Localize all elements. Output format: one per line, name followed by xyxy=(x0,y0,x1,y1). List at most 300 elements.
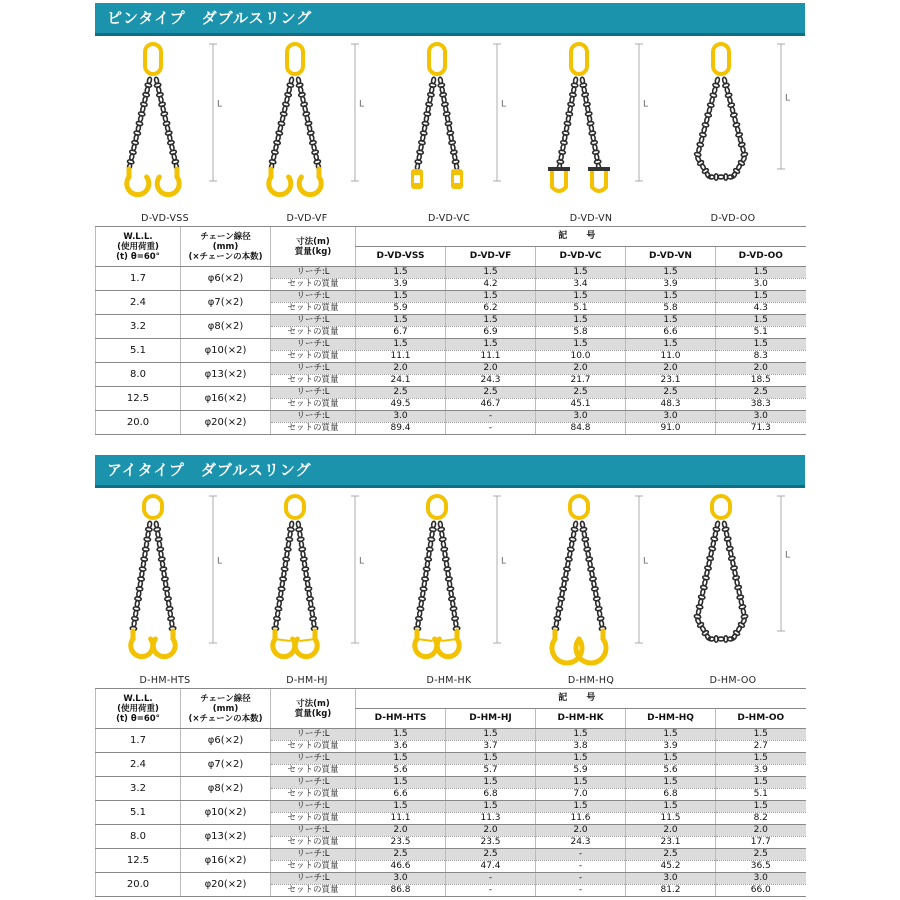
reach-value: 2.0 xyxy=(356,363,446,375)
reach-label: リーチ:L xyxy=(271,825,356,837)
spec-table xyxy=(95,688,806,897)
mass-value: - xyxy=(536,861,626,873)
reach-value: 2.5 xyxy=(626,387,716,399)
mass-value: 3.4 xyxy=(536,279,626,291)
product-label: D-VD-VSS xyxy=(141,213,189,224)
reach-value: 3.0 xyxy=(626,411,716,423)
mass-value: 3.7 xyxy=(446,741,536,753)
reach-value: 2.5 xyxy=(446,849,536,861)
product-label: D-HM-OO xyxy=(709,675,757,686)
mass-value: 23.5 xyxy=(446,837,536,849)
mass-value: 49.5 xyxy=(356,399,446,411)
reach-value: 1.5 xyxy=(536,291,626,303)
dimension-label: L xyxy=(643,556,649,567)
chain-diameter-cell: φ13(×2) xyxy=(181,363,271,387)
reach-value: 1.5 xyxy=(716,315,806,327)
code-header: 記 号 xyxy=(356,689,806,709)
wll-header: W.L.L. (使用荷重) (t) θ=60° xyxy=(96,689,181,729)
wll-cell: 20.0 xyxy=(96,873,181,897)
table-row xyxy=(96,849,806,861)
table-row xyxy=(96,315,806,327)
table-row xyxy=(96,777,806,789)
chain-diameter-cell: φ7(×2) xyxy=(181,753,271,777)
mass-value: 5.1 xyxy=(536,303,626,315)
dimension-label: L xyxy=(501,99,507,110)
mass-label: セットの質量 xyxy=(271,399,356,411)
mass-value: 5.9 xyxy=(356,303,446,315)
mass-value: 11.1 xyxy=(356,351,446,363)
model-header: D-HM-HK xyxy=(536,709,626,729)
reach-value: 1.5 xyxy=(446,753,536,765)
product-label: D-VD-VN xyxy=(569,213,613,224)
hook xyxy=(127,169,149,195)
master-link xyxy=(429,44,445,74)
hook xyxy=(269,169,291,195)
model-header: D-HM-HQ xyxy=(626,709,716,729)
master-link xyxy=(712,496,730,518)
dimension-label: L xyxy=(501,556,507,567)
mass-value: 5.9 xyxy=(536,765,626,777)
reach-value: 2.0 xyxy=(536,363,626,375)
mass-value: 3.6 xyxy=(356,741,446,753)
reach-value: - xyxy=(536,873,626,885)
reach-value: 1.5 xyxy=(446,777,536,789)
reach-value: 2.0 xyxy=(356,825,446,837)
wll-cell: 3.2 xyxy=(96,777,181,801)
reach-value: 2.0 xyxy=(536,825,626,837)
chain-diameter-cell: φ16(×2) xyxy=(181,387,271,411)
mass-value: 18.5 xyxy=(716,375,806,387)
reach-label: リーチ:L xyxy=(271,411,356,423)
chain-diameter-cell: φ6(×2) xyxy=(181,267,271,291)
reach-value: 2.5 xyxy=(626,849,716,861)
table-row xyxy=(96,387,806,399)
reach-label: リーチ:L xyxy=(271,753,356,765)
mass-value: 5.8 xyxy=(536,327,626,339)
wll-cell: 8.0 xyxy=(96,825,181,849)
mass-value: 11.1 xyxy=(356,813,446,825)
reach-label: リーチ:L xyxy=(271,801,356,813)
reach-value: 2.5 xyxy=(356,387,446,399)
model-header: D-VD-VF xyxy=(446,247,536,267)
reach-label: リーチ:L xyxy=(271,777,356,789)
reach-label: リーチ:L xyxy=(271,315,356,327)
mass-label: セットの質量 xyxy=(271,423,356,435)
master-link xyxy=(286,496,304,518)
mass-value: 6.6 xyxy=(626,327,716,339)
reach-value: - xyxy=(536,849,626,861)
reach-value: 1.5 xyxy=(626,753,716,765)
model-header: D-VD-VC xyxy=(536,247,626,267)
double-sling-hm-oo-icon xyxy=(663,488,803,673)
model-header: D-VD-OO xyxy=(716,247,806,267)
master-link xyxy=(144,496,162,518)
mass-value: 5.6 xyxy=(356,765,446,777)
mass-label: セットの質量 xyxy=(271,279,356,291)
table-row xyxy=(96,825,806,837)
reach-value: 1.5 xyxy=(716,777,806,789)
dimension-label: L xyxy=(643,99,649,110)
mass-value: 86.8 xyxy=(356,885,446,897)
wll-cell: 20.0 xyxy=(96,411,181,435)
mass-value: 6.8 xyxy=(626,789,716,801)
mass-value: 6.7 xyxy=(356,327,446,339)
product-d-vd-oo xyxy=(663,36,803,226)
model-header: D-HM-OO xyxy=(716,709,806,729)
reach-value: 3.0 xyxy=(716,411,806,423)
chain-diameter-cell: φ8(×2) xyxy=(181,777,271,801)
reach-value: 3.0 xyxy=(536,411,626,423)
reach-value: 1.5 xyxy=(446,729,536,741)
reach-value: 1.5 xyxy=(536,801,626,813)
mass-value: 46.7 xyxy=(446,399,536,411)
hook-latch xyxy=(275,639,290,641)
reach-value: 2.5 xyxy=(356,849,446,861)
reach-value: 1.5 xyxy=(716,339,806,351)
reach-value: 1.5 xyxy=(356,291,446,303)
product-images xyxy=(95,488,805,688)
mass-value: 23.1 xyxy=(626,837,716,849)
mass-value: 17.7 xyxy=(716,837,806,849)
mass-value: 4.3 xyxy=(716,303,806,315)
table-row xyxy=(96,729,806,741)
mass-label: セットの質量 xyxy=(271,789,356,801)
reach-value: 1.5 xyxy=(626,729,716,741)
product-label: D-HM-HQ xyxy=(567,675,615,686)
reach-label: リーチ:L xyxy=(271,267,356,279)
mass-value: 11.1 xyxy=(446,351,536,363)
product-d-vd-vss xyxy=(95,36,235,226)
reach-value: 1.5 xyxy=(536,729,626,741)
master-link xyxy=(571,44,587,74)
mass-value: 10.0 xyxy=(536,351,626,363)
wll-cell: 2.4 xyxy=(96,291,181,315)
reach-label: リーチ:L xyxy=(271,873,356,885)
mass-value: 7.0 xyxy=(536,789,626,801)
master-link xyxy=(428,496,446,518)
product-label: D-VD-OO xyxy=(710,213,756,224)
product-d-hm-hq xyxy=(521,488,661,688)
mass-value: 89.4 xyxy=(356,423,446,435)
reach-value: 2.5 xyxy=(446,387,536,399)
dimension-header: 寸法(m) 質量(kg) xyxy=(271,227,356,267)
clevis-gap xyxy=(414,175,420,183)
reach-value: 1.5 xyxy=(626,801,716,813)
mass-value: 71.3 xyxy=(716,423,806,435)
mass-value: 11.0 xyxy=(626,351,716,363)
reach-value: 1.5 xyxy=(626,291,716,303)
dimension-label: L xyxy=(359,556,365,567)
reach-value: 1.5 xyxy=(356,777,446,789)
dimension-label: L xyxy=(785,93,791,104)
product-label: D-HM-HTS xyxy=(139,675,191,686)
reach-value: 1.5 xyxy=(536,753,626,765)
reach-value: 1.5 xyxy=(536,315,626,327)
chain-diameter-cell: φ10(×2) xyxy=(181,801,271,825)
dimension-label: L xyxy=(217,99,223,110)
table-row xyxy=(96,291,806,303)
mass-label: セットの質量 xyxy=(271,861,356,873)
shackle-pin xyxy=(588,167,610,171)
section-title: アイタイプ ダブルスリング xyxy=(95,455,805,488)
reach-value: 2.0 xyxy=(446,825,536,837)
double-sling-hk-icon xyxy=(379,488,519,673)
chain-diameter-header: チェーン線径 (mm) (×チェーンの本数) xyxy=(181,227,271,267)
dimension-label: L xyxy=(217,556,223,567)
mass-label: セットの質量 xyxy=(271,741,356,753)
mass-value: 6.2 xyxy=(446,303,536,315)
reach-value: 1.5 xyxy=(716,753,806,765)
mass-label: セットの質量 xyxy=(271,885,356,897)
reach-value: 1.5 xyxy=(626,777,716,789)
hook xyxy=(437,631,459,657)
mass-value: 11.5 xyxy=(626,813,716,825)
mass-label: セットの質量 xyxy=(271,375,356,387)
hook-latch xyxy=(442,639,457,641)
reach-value: 1.5 xyxy=(356,339,446,351)
wll-cell: 1.7 xyxy=(96,267,181,291)
mass-value: 3.8 xyxy=(536,741,626,753)
mass-value: 81.2 xyxy=(626,885,716,897)
mass-value: 45.2 xyxy=(626,861,716,873)
reach-value: 1.5 xyxy=(716,291,806,303)
reach-value: 2.5 xyxy=(716,387,806,399)
reach-value: 1.5 xyxy=(716,729,806,741)
double-sling-hj-icon xyxy=(237,488,377,673)
mass-value: 3.0 xyxy=(716,279,806,291)
eye-type-section xyxy=(95,455,805,897)
reach-label: リーチ:L xyxy=(271,387,356,399)
code-header: 記 号 xyxy=(356,227,806,247)
product-d-hm-hj xyxy=(237,488,377,688)
hook xyxy=(415,631,437,657)
product-d-hm-hk xyxy=(379,488,519,688)
reach-label: リーチ:L xyxy=(271,729,356,741)
reach-value: 1.5 xyxy=(536,777,626,789)
wll-cell: 12.5 xyxy=(96,387,181,411)
mass-value: 2.7 xyxy=(716,741,806,753)
reach-label: リーチ:L xyxy=(271,849,356,861)
chain-diameter-cell: φ7(×2) xyxy=(181,291,271,315)
reach-value: 3.0 xyxy=(356,411,446,423)
hook xyxy=(299,169,321,195)
mass-value: 5.1 xyxy=(716,789,806,801)
chain-diameter-cell: φ10(×2) xyxy=(181,339,271,363)
model-header: D-VD-VSS xyxy=(356,247,446,267)
wll-cell: 1.7 xyxy=(96,729,181,753)
wll-header: W.L.L. (使用荷重) (t) θ=60° xyxy=(96,227,181,267)
master-link xyxy=(570,496,588,518)
reach-value: 2.0 xyxy=(446,363,536,375)
dimension-label: L xyxy=(785,550,791,561)
mass-label: セットの質量 xyxy=(271,351,356,363)
wll-cell: 12.5 xyxy=(96,849,181,873)
mass-label: セットの質量 xyxy=(271,837,356,849)
mass-value: 11.6 xyxy=(536,813,626,825)
mass-value: 8.2 xyxy=(716,813,806,825)
table-row xyxy=(96,363,806,375)
reach-value: 1.5 xyxy=(446,291,536,303)
mass-label: セットの質量 xyxy=(271,765,356,777)
hook-latch xyxy=(300,639,315,641)
reach-value: 1.5 xyxy=(356,801,446,813)
reach-value: 2.0 xyxy=(626,825,716,837)
shackle-pin xyxy=(548,167,570,171)
model-header: D-HM-HTS xyxy=(356,709,446,729)
chain-diameter-cell: φ8(×2) xyxy=(181,315,271,339)
section-title: ピンタイプ ダブルスリング xyxy=(95,3,805,36)
reach-value: 1.5 xyxy=(446,267,536,279)
table-row xyxy=(96,339,806,351)
chain-diameter-cell: φ16(×2) xyxy=(181,849,271,873)
hook xyxy=(131,631,153,657)
product-d-vd-vc xyxy=(379,36,519,226)
spec-table xyxy=(95,226,806,435)
reach-value: 2.5 xyxy=(536,387,626,399)
double-sling-hq-icon xyxy=(521,488,661,673)
reach-label: リーチ:L xyxy=(271,339,356,351)
mass-value: - xyxy=(446,423,536,435)
product-d-hm-hts xyxy=(95,488,235,688)
reach-value: 1.5 xyxy=(446,801,536,813)
reach-value: 1.5 xyxy=(356,729,446,741)
mass-value: 48.3 xyxy=(626,399,716,411)
mass-value: 45.1 xyxy=(536,399,626,411)
mass-value: 4.2 xyxy=(446,279,536,291)
reach-value: 1.5 xyxy=(356,267,446,279)
wll-cell: 3.2 xyxy=(96,315,181,339)
chain-diameter-cell: φ6(×2) xyxy=(181,729,271,753)
mass-value: 3.9 xyxy=(626,741,716,753)
hook xyxy=(153,631,175,657)
mass-value: 47.4 xyxy=(446,861,536,873)
double-sling-vc-icon xyxy=(379,36,519,211)
hook xyxy=(273,631,295,657)
dimension-label: L xyxy=(359,99,365,110)
mass-value: - xyxy=(536,885,626,897)
mass-value: 46.6 xyxy=(356,861,446,873)
hook xyxy=(295,631,317,657)
mass-label: セットの質量 xyxy=(271,303,356,315)
mass-value: 11.3 xyxy=(446,813,536,825)
table-row xyxy=(96,267,806,279)
dimension-header: 寸法(m) 質量(kg) xyxy=(271,689,356,729)
table-row xyxy=(96,801,806,813)
product-d-hm-oo xyxy=(663,488,803,688)
reach-value: - xyxy=(446,411,536,423)
mass-value: 5.6 xyxy=(626,765,716,777)
reach-value: 1.5 xyxy=(626,339,716,351)
mass-value: 6.8 xyxy=(446,789,536,801)
double-sling-vss-icon xyxy=(95,36,235,211)
master-link xyxy=(145,44,161,74)
mass-value: 24.1 xyxy=(356,375,446,387)
master-link xyxy=(713,44,729,74)
chain-diameter-cell: φ13(×2) xyxy=(181,825,271,849)
reach-value: 2.0 xyxy=(626,363,716,375)
mass-value: 36.5 xyxy=(716,861,806,873)
reach-value: 1.5 xyxy=(626,267,716,279)
wll-cell: 2.4 xyxy=(96,753,181,777)
model-header: D-HM-HJ xyxy=(446,709,536,729)
reach-value: 1.5 xyxy=(536,339,626,351)
mass-label: セットの質量 xyxy=(271,813,356,825)
reach-value: 3.0 xyxy=(356,873,446,885)
reach-value: 1.5 xyxy=(446,315,536,327)
mass-value: 5.7 xyxy=(446,765,536,777)
mass-value: 5.8 xyxy=(626,303,716,315)
reach-value: 2.0 xyxy=(716,825,806,837)
reach-value: 1.5 xyxy=(716,801,806,813)
product-label: D-HM-HJ xyxy=(286,675,328,686)
clevis-gap xyxy=(454,175,460,183)
hook xyxy=(157,169,179,195)
double-sling-vf-icon xyxy=(237,36,377,211)
mass-value: 23.5 xyxy=(356,837,446,849)
master-link xyxy=(287,44,303,74)
reach-value: 1.5 xyxy=(626,315,716,327)
table-row xyxy=(96,873,806,885)
mass-value: 3.9 xyxy=(716,765,806,777)
mass-value: 3.9 xyxy=(626,279,716,291)
wll-cell: 8.0 xyxy=(96,363,181,387)
reach-label: リーチ:L xyxy=(271,363,356,375)
shackle xyxy=(552,169,566,191)
table-row xyxy=(96,411,806,423)
model-header: D-VD-VN xyxy=(626,247,716,267)
double-sling-oo-icon xyxy=(663,36,803,211)
reach-value: 1.5 xyxy=(446,339,536,351)
chain-diameter-header: チェーン線径 (mm) (×チェーンの本数) xyxy=(181,689,271,729)
hook-latch xyxy=(417,639,432,641)
mass-value: 84.8 xyxy=(536,423,626,435)
mass-label: セットの質量 xyxy=(271,327,356,339)
wll-cell: 5.1 xyxy=(96,339,181,363)
product-images xyxy=(95,36,805,226)
reach-value: 1.5 xyxy=(356,753,446,765)
product-d-vd-vn xyxy=(521,36,661,226)
reach-value: 3.0 xyxy=(716,873,806,885)
mass-value: 5.1 xyxy=(716,327,806,339)
pin-type-section xyxy=(95,3,805,435)
mass-value: 24.3 xyxy=(536,837,626,849)
mass-value: 24.3 xyxy=(446,375,536,387)
product-label: D-VD-VC xyxy=(427,213,471,224)
reach-value: 2.0 xyxy=(716,363,806,375)
product-label: D-HM-HK xyxy=(426,675,472,686)
mass-value: 66.0 xyxy=(716,885,806,897)
shackle xyxy=(592,169,606,191)
mass-value: 6.9 xyxy=(446,327,536,339)
reach-label: リーチ:L xyxy=(271,291,356,303)
product-d-vd-vf xyxy=(237,36,377,226)
mass-value: 23.1 xyxy=(626,375,716,387)
mass-value: 8.3 xyxy=(716,351,806,363)
reach-value: 1.5 xyxy=(716,267,806,279)
mass-value: 91.0 xyxy=(626,423,716,435)
mass-value: 21.7 xyxy=(536,375,626,387)
double-sling-hts-icon xyxy=(95,488,235,673)
mass-value: 38.3 xyxy=(716,399,806,411)
mass-value: - xyxy=(446,885,536,897)
reach-value: 3.0 xyxy=(626,873,716,885)
reach-value: 2.5 xyxy=(716,849,806,861)
double-sling-vn-icon xyxy=(521,36,661,211)
table-row xyxy=(96,753,806,765)
chain-diameter-cell: φ20(×2) xyxy=(181,411,271,435)
mass-value: 3.9 xyxy=(356,279,446,291)
wll-cell: 5.1 xyxy=(96,801,181,825)
